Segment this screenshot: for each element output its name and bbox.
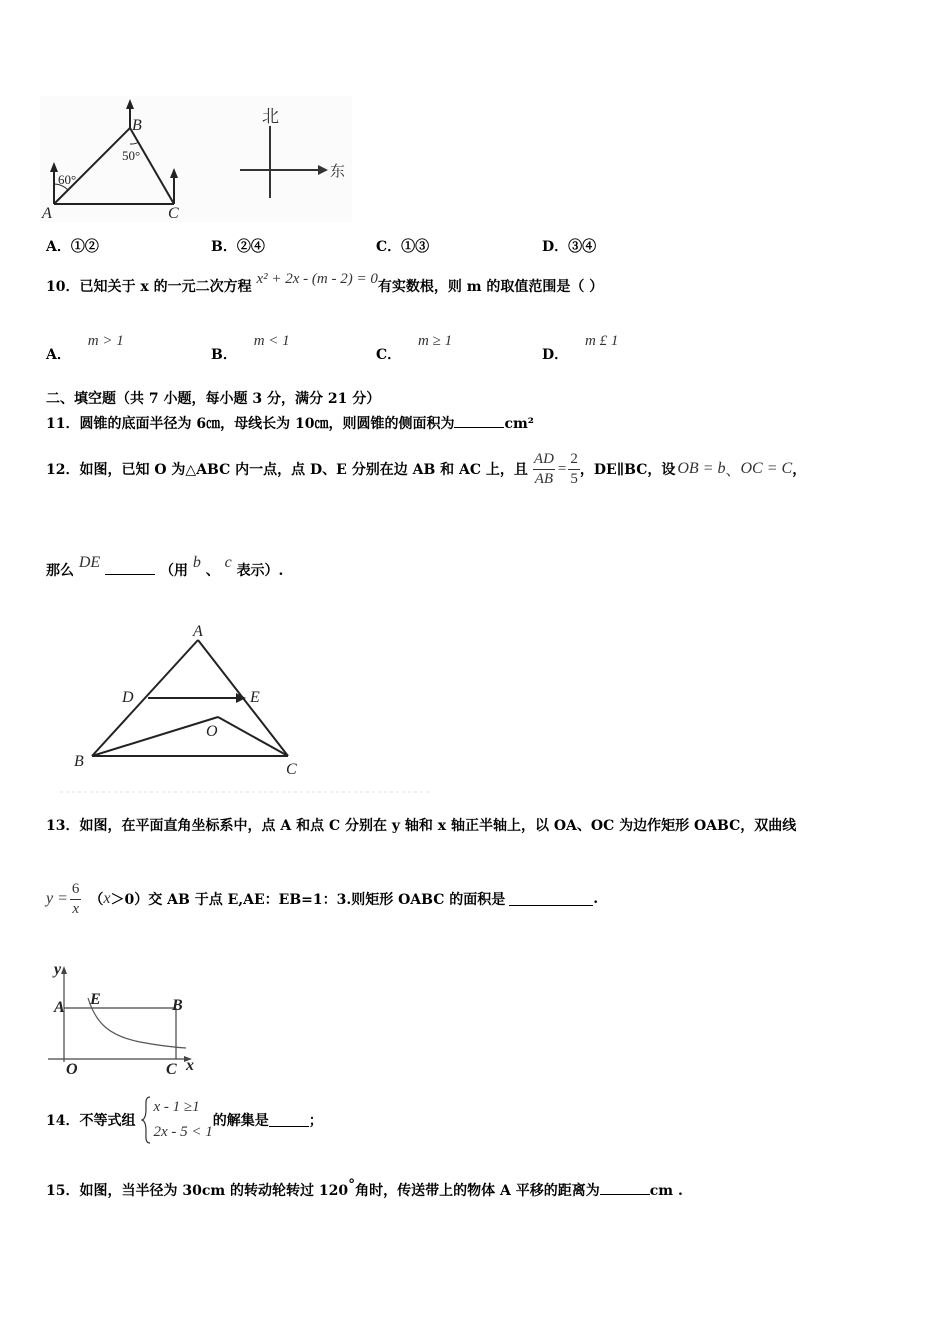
numerator: 2 [570, 450, 578, 467]
vector-ob: OB = b [677, 460, 726, 477]
label-c: C [166, 1061, 177, 1078]
q10-option-c[interactable] [376, 330, 453, 363]
label-b: B [132, 117, 142, 134]
y-axis-arrow [61, 966, 67, 974]
fraction-2-5 [568, 452, 580, 487]
label-o: O [206, 723, 218, 740]
variable-x: x [103, 890, 111, 907]
question-number: 12． [46, 462, 80, 478]
question-text-mid: ，DE∥BC，设 [579, 462, 676, 478]
option-math: m < 1 [253, 333, 290, 349]
semicolon: ； [308, 1113, 323, 1129]
question-number: 11． [46, 416, 80, 432]
label-c: C [286, 761, 297, 778]
question-text: 不等式组 [79, 1113, 136, 1129]
label-y: y [54, 962, 62, 978]
question-text: 如图，当半径为 30cm 的转动轮转过 120 [79, 1183, 349, 1199]
q10-option-d[interactable] [542, 330, 619, 363]
question-14 [46, 1092, 323, 1148]
q9-option-d[interactable] [542, 236, 596, 256]
question-number: 15． [46, 1183, 80, 1199]
q9-option-a[interactable] [46, 236, 99, 256]
question-text: ＞0）交 AB 于点 E,AE：EB=1：3.则矩形 OABC 的面积是 [110, 892, 506, 908]
q10-option-b[interactable] [211, 330, 290, 363]
question-text-mid: 的解集是 [212, 1113, 269, 1129]
option-text: ①② [70, 239, 99, 255]
q9-option-b[interactable] [211, 236, 265, 256]
numerator: 6 [71, 880, 80, 897]
option-letter: B． [211, 239, 237, 255]
label-a: A [42, 205, 52, 222]
segment-oc [218, 717, 288, 756]
label-angle-60: 60° [58, 172, 77, 187]
question-number: 13． [46, 818, 80, 834]
period: . [593, 891, 599, 907]
label-angle-50: 50° [122, 148, 141, 163]
option-letter: D． [542, 239, 569, 255]
inequality-system [141, 1095, 212, 1145]
question-number: 14． [46, 1113, 80, 1129]
brace-icon [141, 1095, 151, 1145]
option-letter: C． [376, 347, 402, 363]
denominator: AB [534, 470, 554, 487]
question-text: 已知关于 x 的一元二次方程 [79, 279, 252, 295]
answer-blank[interactable] [600, 1182, 650, 1195]
triangle-figure [60, 612, 440, 800]
option-letter: B． [211, 347, 237, 363]
question-15 [46, 1177, 683, 1200]
question-12-line2 [46, 552, 284, 579]
text-then: 那么 [46, 563, 74, 579]
option-letter: C． [376, 239, 402, 255]
label-b: B [172, 997, 183, 1014]
question-text-end: 有实数根，则 m 的取值范围是（ ） [377, 279, 604, 295]
q10-option-a[interactable] [46, 330, 124, 363]
separator: 、 [725, 462, 741, 479]
numerator: AD [533, 450, 554, 467]
label-d: D [122, 689, 134, 706]
label-b: B [74, 753, 84, 770]
section-title: 二、填空题（共 7 小题，每小题 3 分，满分 21 分） [46, 391, 381, 407]
unit: cm² [504, 416, 534, 432]
question-text-mid: 角时，传送带上的物体 A 平移的距离为 [355, 1183, 600, 1199]
question-11 [46, 413, 534, 433]
answer-blank[interactable] [454, 415, 504, 428]
label-e: E [90, 991, 101, 1008]
label-e: E [250, 689, 260, 706]
denominator: 5 [570, 470, 578, 487]
inequality-2: 2x - 5 < 1 [153, 1124, 213, 1140]
function-lhs: y = [46, 890, 68, 907]
degree-sign: ° [348, 1177, 356, 1193]
equals-sign: = [557, 460, 567, 477]
answer-blank[interactable] [269, 1114, 309, 1127]
question-text: 如图，已知 O 为△ABC 内一点，点 D、E 分别在边 AB 和 AC 上，且 [79, 462, 528, 478]
option-letter: A． [46, 239, 71, 255]
option-letter: A． [46, 347, 71, 363]
question-text: 圆锥的底面半径为 6㎝，母线长为 10㎝，则圆锥的侧面积为 [79, 416, 455, 432]
vector-c: c [224, 554, 232, 571]
option-text: ①③ [401, 239, 430, 255]
answer-blank[interactable] [509, 893, 593, 906]
label-a: A [54, 999, 65, 1016]
option-math: m ≥ 1 [418, 333, 453, 349]
paren-open: （ [89, 892, 104, 908]
vector-de: DE [78, 554, 101, 571]
question-number: 10． [46, 279, 80, 295]
coordinate-figure [40, 962, 210, 1080]
label-c: C [168, 205, 179, 222]
bearing-figure [40, 96, 352, 224]
q9-option-c[interactable] [376, 236, 429, 256]
separator: 、 [205, 563, 220, 579]
text-express: 表示）. [236, 563, 284, 579]
fraction-6-x [70, 882, 82, 917]
option-math: m £ 1 [585, 333, 619, 349]
label-x: x [186, 1057, 194, 1074]
denominator: x [72, 900, 79, 917]
answer-blank[interactable] [105, 562, 155, 575]
text-use: （用 [159, 563, 188, 579]
option-text: ③④ [568, 239, 597, 255]
option-text: ②④ [236, 239, 265, 255]
option-letter: D． [542, 347, 569, 363]
label-east: 东 [330, 162, 346, 180]
vector-b: b [192, 554, 201, 571]
inequality-1: x - 1 ≥1 [153, 1099, 200, 1115]
label-a: A [193, 623, 203, 640]
unit: cm . [649, 1183, 683, 1199]
fraction-ad-ab [532, 452, 556, 487]
option-math: m > 1 [87, 333, 124, 349]
question-10 [46, 271, 604, 296]
question-text-end: ， [792, 462, 807, 478]
question-13-line2 [46, 876, 598, 922]
vector-oc: OC = C [740, 460, 793, 477]
question-12 [46, 446, 806, 492]
label-o: O [66, 1061, 78, 1078]
equation: x² + 2x - (m - 2) = 0 [256, 271, 378, 287]
question-text: 如图，在平面直角坐标系中，点 A 和点 C 分别在 y 轴和 x 轴正半轴上，以 OA、OC 为边作矩形 OABC，双曲线 [79, 818, 797, 834]
label-north: 北 [262, 107, 279, 127]
question-13 [46, 815, 796, 835]
